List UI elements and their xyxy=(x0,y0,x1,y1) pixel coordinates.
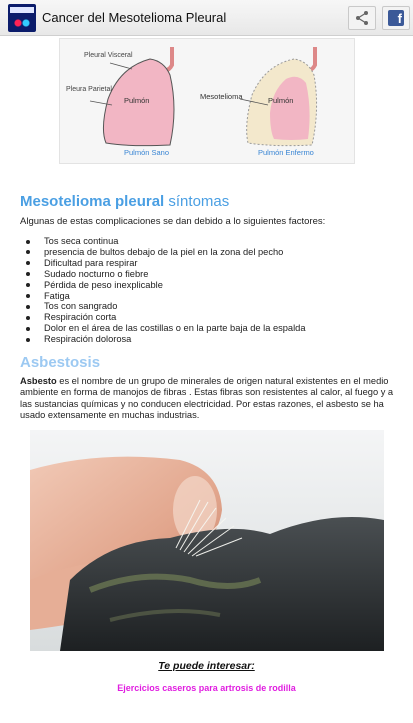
asbestos-photo xyxy=(30,430,384,651)
section-heading-asbestosis: Asbestosis xyxy=(20,354,101,371)
list-item: Pérdida de peso inexplicable xyxy=(20,280,400,291)
list-item: Dolor en el área de las costillas o en la parte baja de la espalda xyxy=(20,323,400,334)
heading-bold: Mesotelioma pleural xyxy=(20,193,165,210)
list-item: Sudado nocturno o fiebre xyxy=(20,269,400,280)
label-mesotelioma: Mesotelioma xyxy=(200,92,243,101)
section-heading-sintomas xyxy=(20,193,229,210)
facebook-icon: f xyxy=(388,10,404,26)
list-item: presencia de bultos debajo de la piel en la zona del pecho xyxy=(20,247,400,258)
lung-diagram xyxy=(59,38,355,164)
intro-text: Algunas de estas complicaciones se dan debido a lo siguientes factores: xyxy=(20,216,326,227)
label-pleura-visceral: Pleural Visceral xyxy=(84,52,133,59)
app-icon[interactable] xyxy=(8,4,36,32)
label-pulmon-right: Pulmón xyxy=(268,96,294,105)
heading-rest: síntomas xyxy=(168,193,230,210)
interest-heading: Te puede interesar: xyxy=(158,660,255,672)
app-title: Cancer del Mesotelioma Pleural xyxy=(42,10,227,25)
related-article-link[interactable]: Ejercicios caseros para artrosis de rodilla xyxy=(117,683,296,693)
share-icon xyxy=(354,10,370,26)
facebook-button[interactable] xyxy=(382,6,410,30)
list-item: Tos con sangrado xyxy=(20,301,400,312)
asbesto-paragraph xyxy=(20,376,396,421)
list-item: Fatiga xyxy=(20,291,400,302)
para-rest: es el nombre de un grupo de minerales de origen natural existentes en el medio ambiente en forma de manojos de fibras . Estas fibras son resistentes al calor, al fuego y a las sustancias químicas y no conducen electricidad. Por estas razones, el asbesto se ha usado extensamente en muchas industrias. xyxy=(20,376,394,420)
label-pulmon-left: Pulmón xyxy=(124,96,150,105)
share-button[interactable] xyxy=(348,6,376,30)
action-bar xyxy=(0,0,413,36)
list-item: Respiración dolorosa xyxy=(20,334,400,345)
list-item: Tos seca continua xyxy=(20,236,400,247)
para-bold: Asbesto xyxy=(20,376,57,386)
list-item: Dificultad para respirar xyxy=(20,258,400,269)
symptom-list xyxy=(20,236,400,345)
caption-pulmon-sano: Pulmón Sano xyxy=(124,148,170,157)
list-item: Respiración corta xyxy=(20,312,400,323)
label-pleura-parietal: Pleura Parietal xyxy=(66,86,112,93)
caption-pulmon-enfermo: Pulmón Enfermo xyxy=(258,148,314,157)
